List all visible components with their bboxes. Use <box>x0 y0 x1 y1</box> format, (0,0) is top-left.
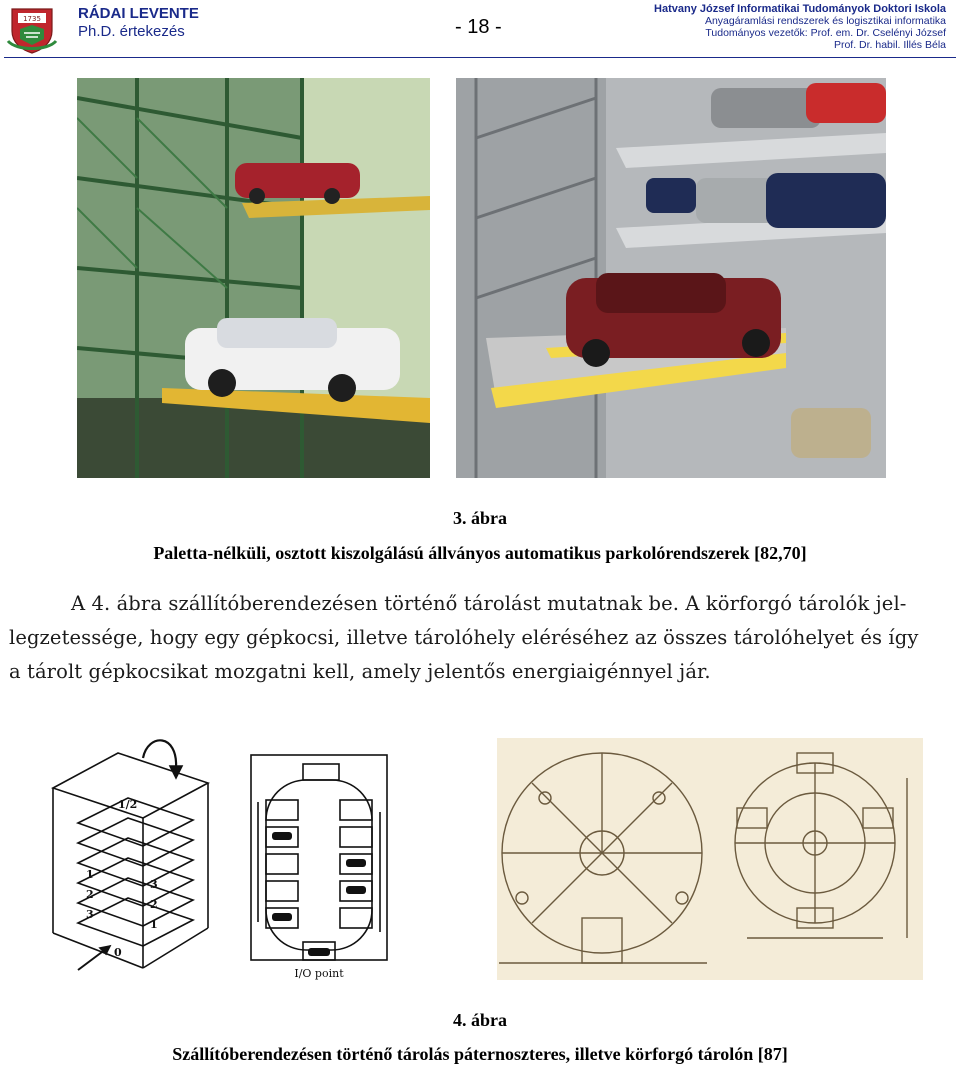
io-point-label: I/O point <box>294 967 344 980</box>
paternoster-level-2-left: 2 <box>86 888 94 901</box>
doctoral-school-block <box>654 3 946 51</box>
research-field: Anyagáramlási rendszerek és logisztikai informatika <box>704 15 946 27</box>
supervisor-2: Prof. Dr. habil. Illés Béla <box>833 39 946 51</box>
supervisor-1: Tudományos vezetők: Prof. em. Dr. Cselényi József <box>705 27 946 39</box>
paternoster-level-3-left: 1 <box>86 868 94 881</box>
page-number: - 18 - <box>455 16 502 38</box>
paternoster-level-2-right: 2 <box>150 898 158 911</box>
rotary-storage-drawing <box>497 738 923 980</box>
parking-rack-photo-right-image <box>456 78 886 478</box>
parking-rack-photo-left <box>77 78 430 478</box>
paternoster-level-1-left: 3 <box>86 908 94 921</box>
parking-rack-photo-right <box>456 78 886 478</box>
paternoster-label-top: 1/2 <box>118 798 138 811</box>
figure-4-number: 4. ábra <box>453 1010 507 1030</box>
body-paragraph <box>9 587 954 689</box>
parking-rack-photo-left-image <box>77 78 430 478</box>
paternoster-level-0: 0 <box>114 946 122 959</box>
crest-year: 1735 <box>23 15 41 23</box>
page-header <box>0 0 960 58</box>
paternoster-storage-drawing <box>48 738 218 973</box>
figure-4-caption: Szállítóberendezésen történő tárolás páternoszteres, illetve körforgó tárolón [87] <box>172 1044 788 1064</box>
doctoral-school-name: Hatvany József Informatikai Tudományok Doktori Iskola <box>654 3 946 15</box>
author-degree: Ph.D. értekezés <box>78 23 185 40</box>
paragraph-line-1: A 4. ábra szállítóberendezésen történő tárolást mutatnak be. A körforgó tárolók jel- <box>71 592 907 615</box>
vertical-carousel-drawing <box>248 752 390 982</box>
header-divider <box>4 57 956 58</box>
paternoster-level-3-right: 3 <box>150 878 158 891</box>
author-name: RÁDAI LEVENTE <box>78 5 199 22</box>
figure-3-number: 3. ábra <box>453 508 507 528</box>
paternoster-level-1-right: 1 <box>150 918 158 931</box>
paragraph-line-2: legzetessége, hogy egy gépkocsi, illetve tárolóhely eléréséhez az összes tárolóhelyet és így <box>9 626 919 649</box>
paragraph-line-3: a tárolt gépkocsikat mozgatni kell, amely jelentős energiaigénnyel jár. <box>9 660 711 683</box>
figure-3-caption: Paletta-nélküli, osztott kiszolgálású állványos automatikus parkolórendszerek [82,70] <box>153 543 807 563</box>
author-block <box>78 5 199 41</box>
university-crest-icon <box>6 3 58 55</box>
